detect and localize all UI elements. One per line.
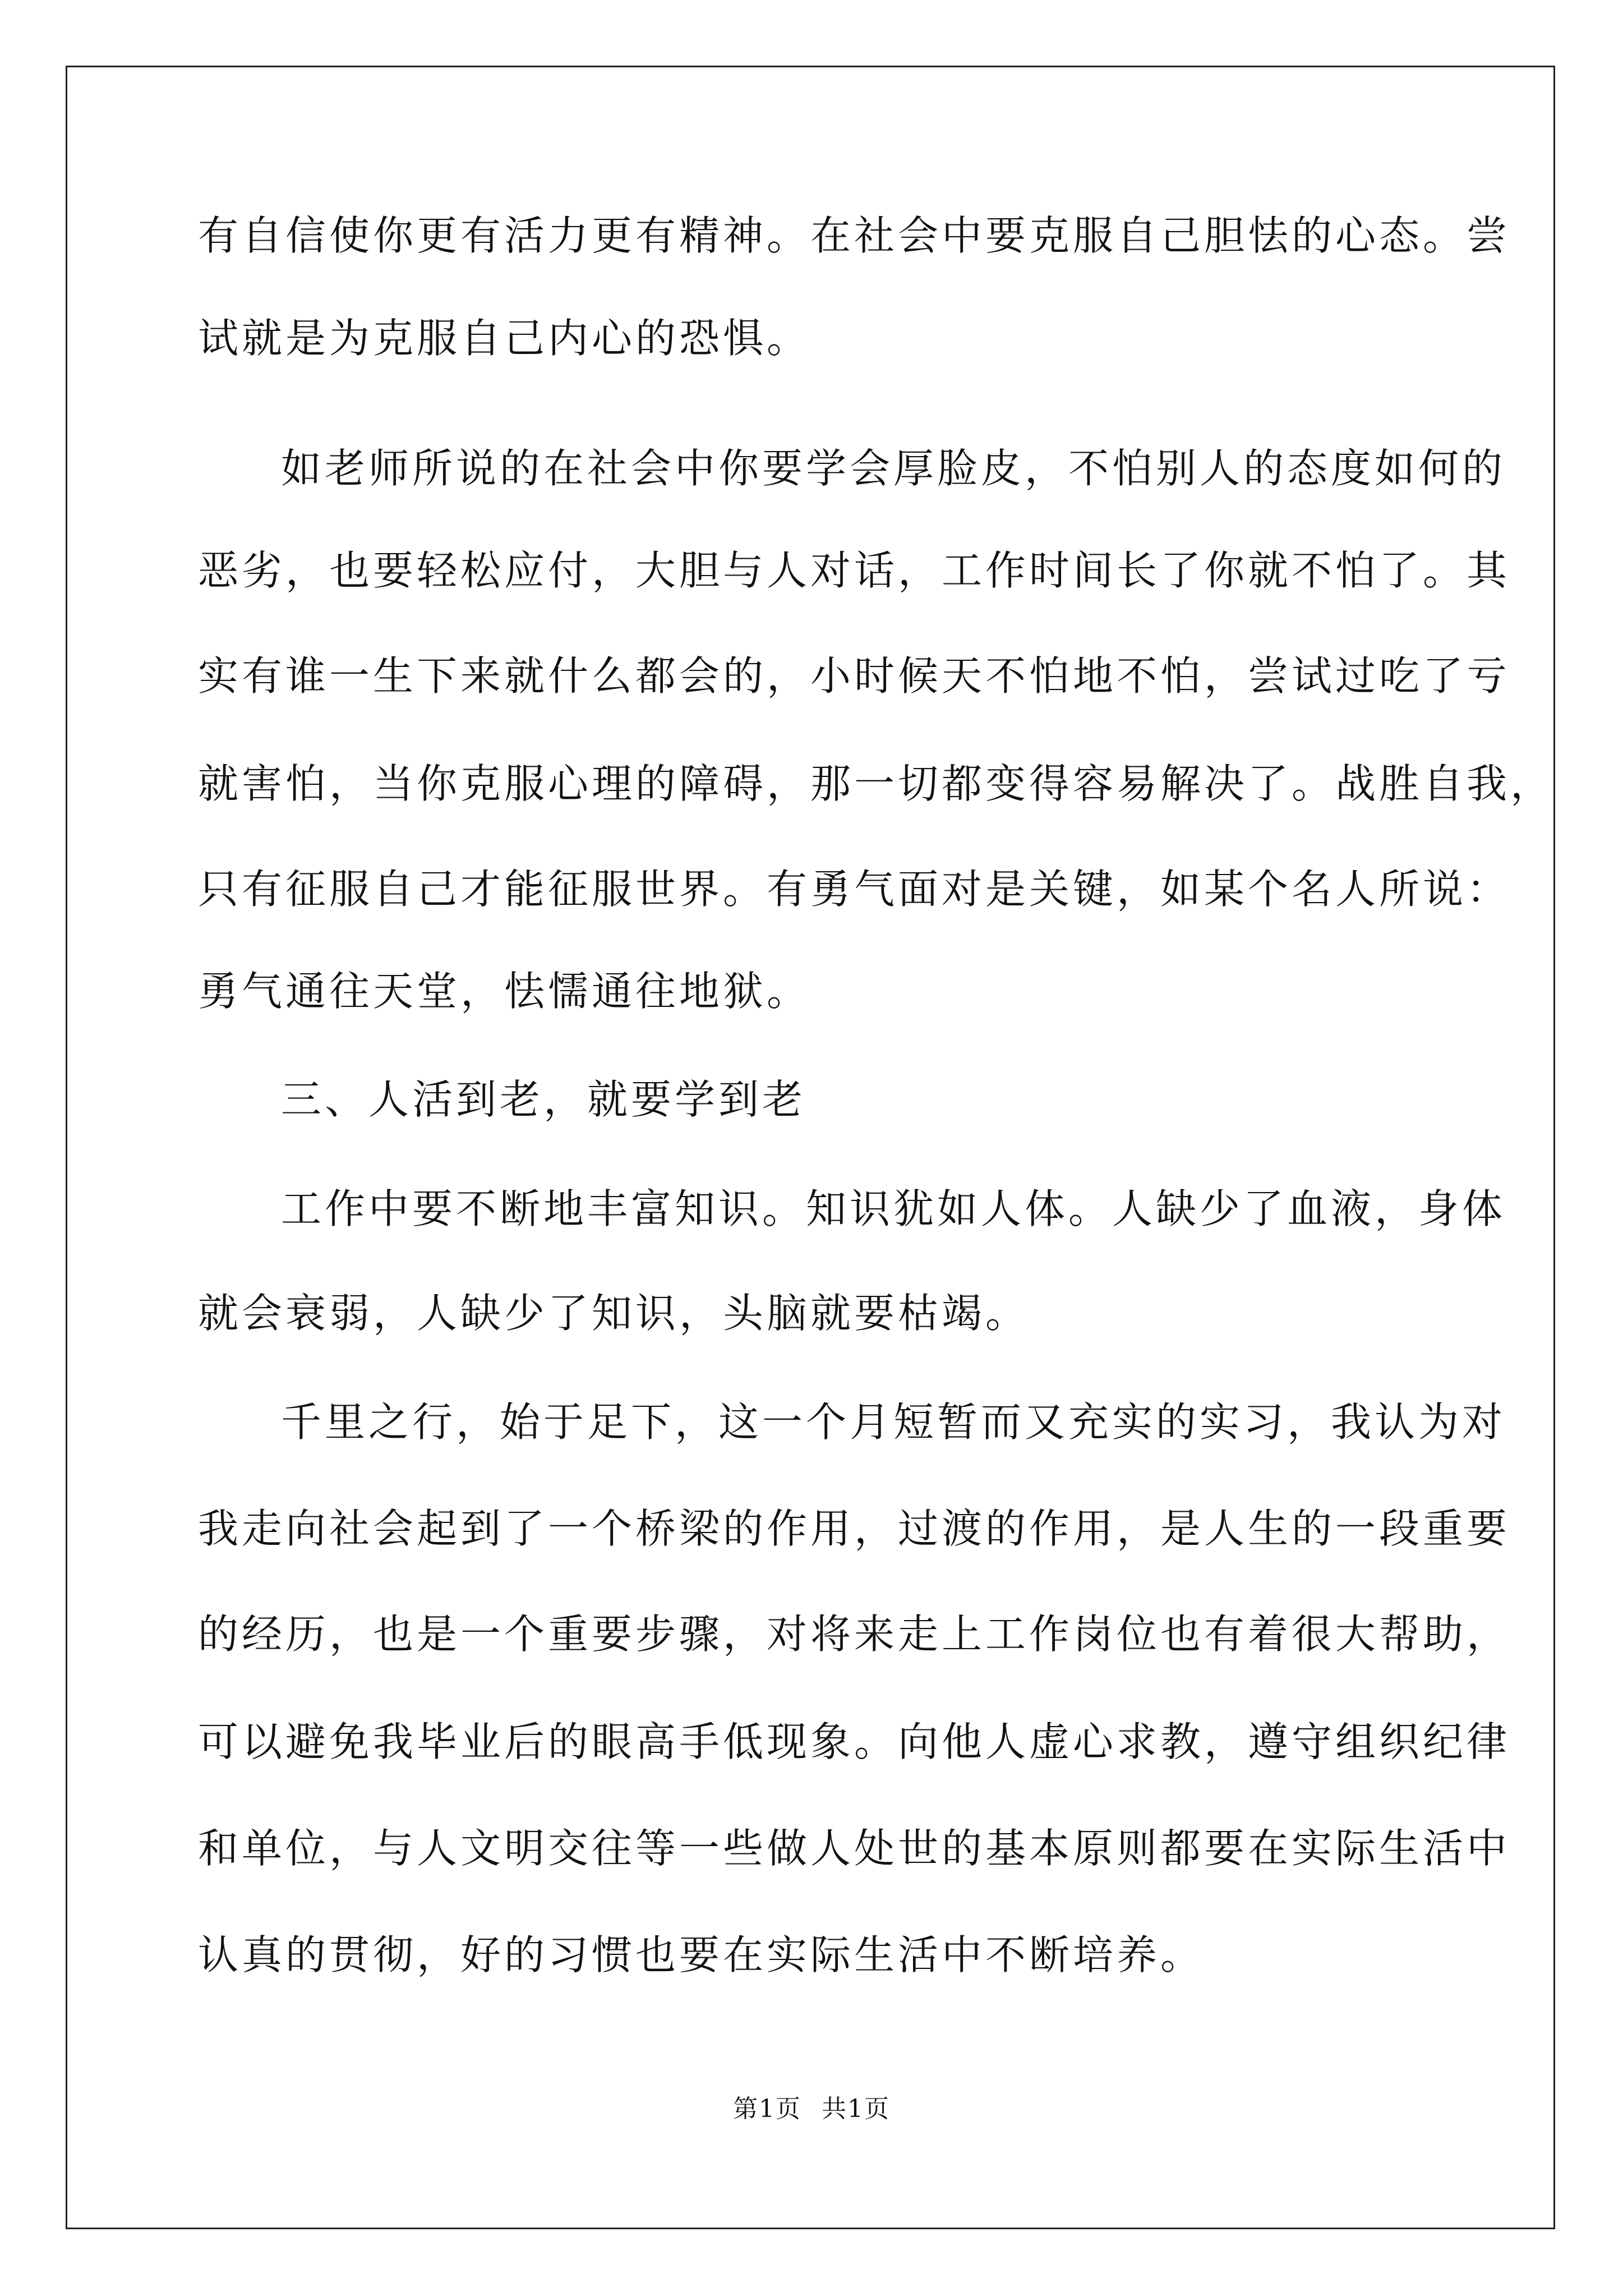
page-number: 第1页 (733, 2095, 801, 2123)
text-line: 有自信使你更有活力更有精神。在社会中要克服自己胆怯的心态。尝 (198, 212, 1511, 259)
page-total: 共1页 (822, 2095, 890, 2123)
text-line: 可以避免我毕业后的眼高手低现象。向他人虚心求教，遵守组织纪律 (198, 1718, 1511, 1765)
text-line: 实有谁一生下来就什么都会的，小时候天不怕地不怕，尝试过吃了亏 (198, 652, 1511, 700)
text-line: 勇气通往天堂，怯懦通往地狱。 (198, 968, 811, 1015)
text-line: 工作中要不断地丰富知识。知识犹如人体。人缺少了血液，身体 (281, 1185, 1506, 1232)
text-line: 千里之行，始于足下，这一个月短暂而又充实的实习，我认为对 (281, 1398, 1506, 1446)
text-line: 试就是为克服自己内心的恐惧。 (198, 315, 811, 362)
text-line: 就害怕，当你克服心理的障碍，那一切都变得容易解决了。战胜自我， (198, 760, 1555, 807)
text-line: 我走向社会起到了一个桥梁的作用，过渡的作用，是人生的一段重要 (198, 1505, 1511, 1552)
text-line: 只有征服自己才能征服世界。有勇气面对是关键，如某个名人所说： (198, 866, 1511, 913)
text-line: 如老师所说的在社会中你要学会厚脸皮，不怕别人的态度如何的 (281, 445, 1506, 492)
text-line: 和单位，与人文明交往等一些做人处世的基本原则都要在实际生活中 (198, 1825, 1511, 1872)
text-line: 认真的贯彻，好的习惯也要在实际生活中不断培养。 (198, 1931, 1205, 1978)
section-heading: 三、人活到老，就要学到老 (281, 1076, 806, 1123)
page-border (66, 66, 1555, 2229)
text-line: 的经历，也是一个重要步骤，对将来走上工作岗位也有着很大帮助， (198, 1611, 1511, 1658)
text-line: 恶劣，也要轻松应付，大胆与人对话，工作时间长了你就不怕了。其 (198, 547, 1511, 594)
text-line: 就会衰弱，人缺少了知识，头脑就要枯竭。 (198, 1290, 1030, 1337)
page-footer (0, 2092, 1623, 2126)
